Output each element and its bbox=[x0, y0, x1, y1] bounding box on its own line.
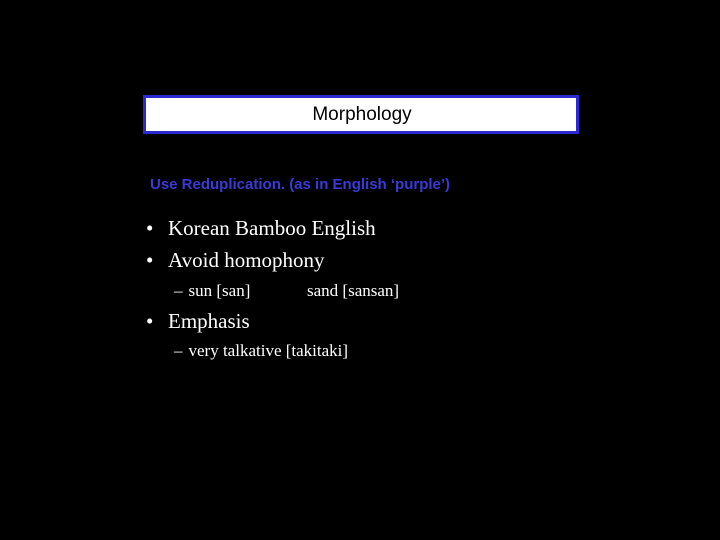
bullet-icon: • bbox=[146, 216, 154, 240]
sub-item bbox=[174, 341, 348, 361]
slide-subtitle: Use Reduplication. (as in English ‘purple’) bbox=[150, 176, 451, 193]
slide-title: Morphology bbox=[312, 103, 412, 125]
sub-item bbox=[174, 281, 250, 301]
bullet-item bbox=[146, 309, 250, 334]
title-box bbox=[143, 95, 579, 134]
sub-item-text: sand [sansan] bbox=[307, 281, 400, 300]
bullet-icon: • bbox=[146, 309, 154, 333]
bullet-icon: • bbox=[146, 248, 154, 272]
bullet-text: Emphasis bbox=[168, 309, 250, 333]
bullet-text: Avoid homophony bbox=[168, 248, 325, 272]
sub-item-text: sun [san] bbox=[188, 281, 251, 300]
sub-item-text: very talkative [takitaki] bbox=[188, 341, 349, 360]
dash-icon: – bbox=[174, 281, 183, 300]
bullet-item bbox=[146, 216, 376, 241]
dash-icon: – bbox=[174, 341, 183, 360]
bullet-text: Korean Bamboo English bbox=[168, 216, 376, 240]
bullet-item bbox=[146, 248, 325, 273]
